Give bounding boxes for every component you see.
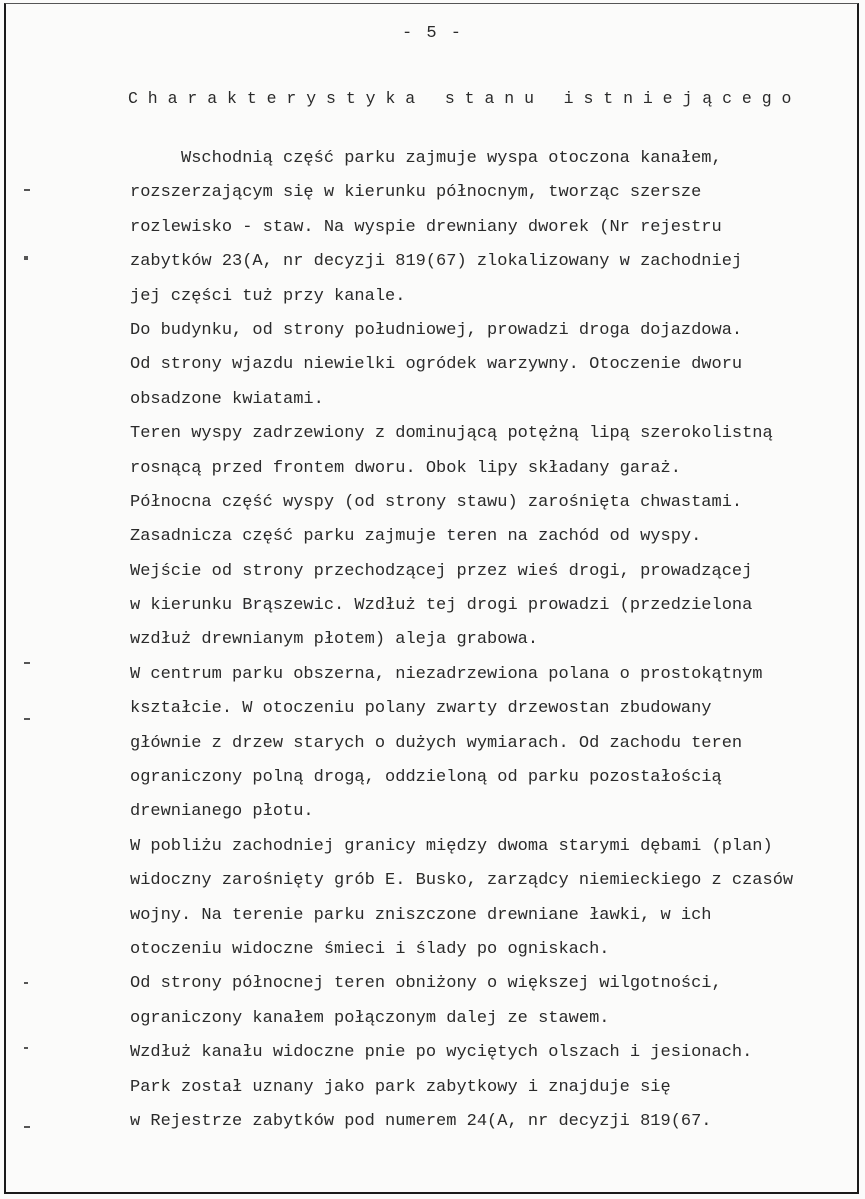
text-line: ograniczony polną drogą, oddzieloną od parku pozostałością xyxy=(130,768,722,788)
text-line: W centrum parku obszerna, niezadrzewiona polana o prostokątnym xyxy=(130,664,763,684)
text-line: otoczeniu widoczne śmieci i ślady po ogniskach. xyxy=(130,939,610,959)
text-line: drewnianego płotu. xyxy=(130,802,314,822)
margin-mark xyxy=(24,1126,30,1128)
text-line: Teren wyspy zadrzewiony z dominującą potężną lipą szerokolistną xyxy=(130,424,773,444)
text-line: rozszerzającym się w kierunku północnym, tworząc szersze xyxy=(130,183,702,203)
text-line: Wschodnią część parku zajmuje wyspa otoczona kanałem, xyxy=(130,149,722,168)
text-line: obsadzone kwiatami. xyxy=(130,389,324,409)
text-line: kształcie. W otoczeniu polany zwarty drzewostan zbudowany xyxy=(130,699,712,719)
text-line: W pobliżu zachodniej granicy między dwoma starymi dębami (plan) xyxy=(130,836,773,856)
text-line: ograniczony kanałem połączonym dalej ze stawem. xyxy=(130,1008,610,1028)
section-heading: C h a r a k t e r y s t y k a s t a n u i s t n i e j ą c e g o xyxy=(128,89,792,108)
text-line: widoczny zarośnięty grób E. Busko, zarządcy niemieckiego z czasów xyxy=(130,871,794,891)
text-line: zabytków 23(A, nr decyzji 819(67) zlokalizowany w zachodniej xyxy=(130,252,743,272)
text-line: Wejście od strony przechodzącej przez wieś drogi, prowadzącej xyxy=(130,561,753,581)
text-line: Od strony północnej teren obniżony o większej wilgotności, xyxy=(130,974,722,994)
text-line: Do budynku, od strony południowej, prowadzi droga dojazdowa. xyxy=(130,320,743,340)
margin-mark xyxy=(24,189,30,191)
text-line: wzdłuż drewnianym płotem) aleja grabowa. xyxy=(130,630,539,650)
text-line: Park został uznany jako park zabytkowy i znajduje się xyxy=(130,1077,671,1097)
text-line: Północna część wyspy (od strony stawu) zarośnięta chwastami. xyxy=(130,492,743,512)
margin-mark xyxy=(24,718,30,720)
page-number: - 5 - xyxy=(401,24,463,43)
text-line: w kierunku Brąszewic. Wzdłuż tej drogi prowadzi (przedzielona xyxy=(130,596,753,616)
margin-mark xyxy=(24,982,28,984)
text-line: głównie z drzew starych o dużych wymiarach. Od zachodu teren xyxy=(130,733,743,753)
text-line: rozlewisko - staw. Na wyspie drewniany dworek (Nr rejestru xyxy=(130,217,722,237)
text-line: Wzdłuż kanału widoczne pnie po wyciętych olszach i jesionach. xyxy=(130,1043,753,1063)
margin-mark xyxy=(24,662,30,664)
text-line: Zasadnicza część parku zajmuje teren na zachód od wyspy. xyxy=(130,527,702,547)
text-line: w Rejestrze zabytków pod numerem 24(A, nr decyzji 819(67. xyxy=(130,1111,712,1131)
text-line: wojny. Na terenie parku zniszczone drewniane ławki, w ich xyxy=(130,905,712,925)
margin-mark xyxy=(24,1047,28,1049)
text-line: jej części tuż przy kanale. xyxy=(130,286,406,306)
margin-mark xyxy=(24,256,28,260)
text-line: rosnącą przed frontem dworu. Obok lipy składany garaż. xyxy=(130,458,681,478)
text-line: Od strony wjazdu niewielki ogródek warzywny. Otoczenie dworu xyxy=(130,355,743,375)
body-text xyxy=(130,142,793,1139)
